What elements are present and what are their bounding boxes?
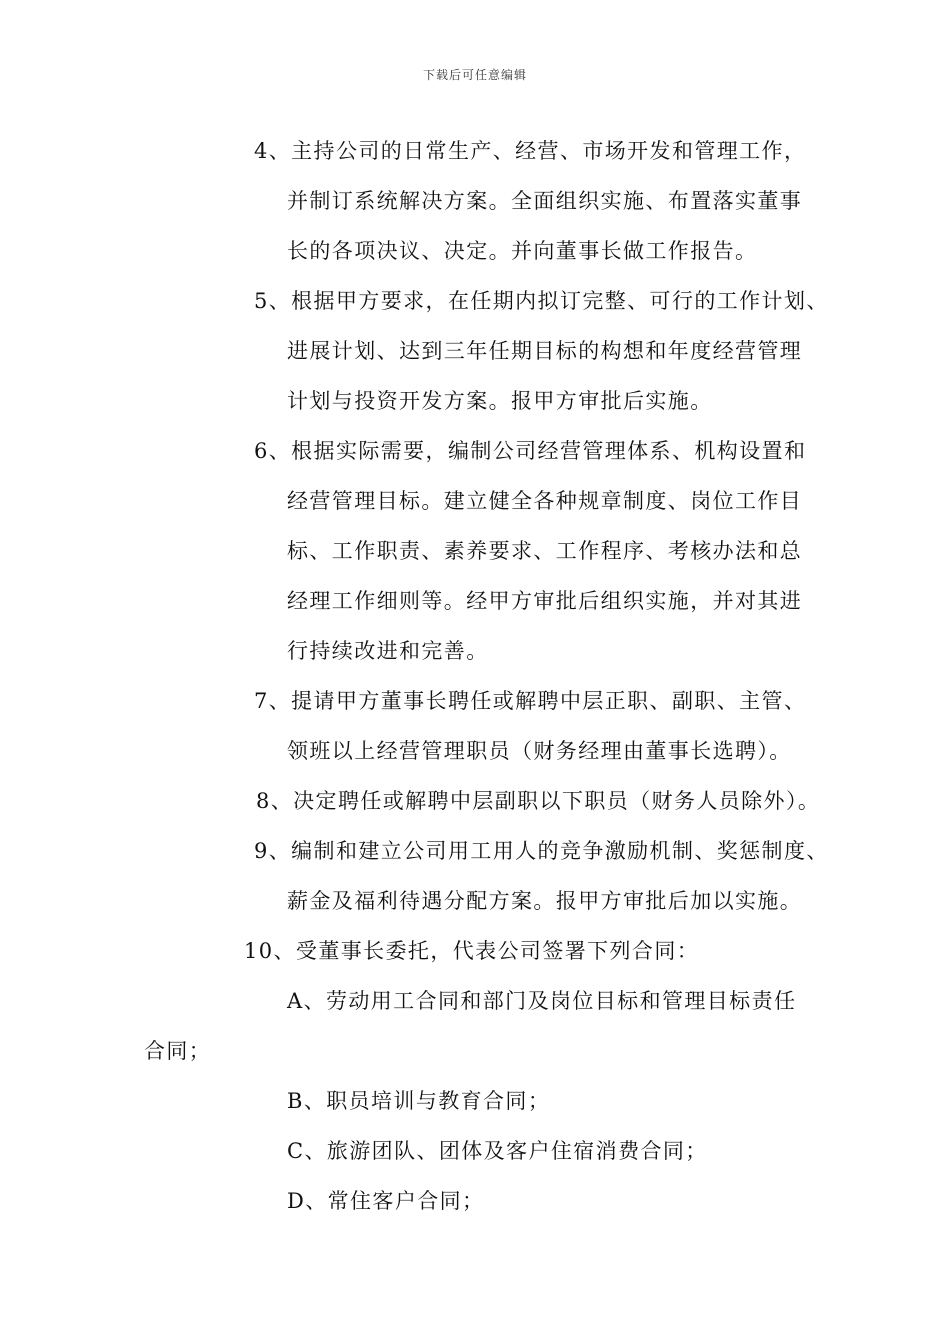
sub-item-d: D、常住客户合同； [287,1189,485,1213]
list-item-4-line-3: 长的各项决议、决定。并向董事长做工作报告。 [287,239,758,263]
list-item-5-line-3: 计划与投资开发方案。报甲方审批后实施。 [287,389,713,413]
list-item-6-line-3: 标、工作职责、素养要求、工作程序、考核办法和总 [287,539,803,563]
sub-item-c: C、旅游团队、团体及客户住宿消费合同； [287,1139,708,1163]
sub-item-a-line-1: A、劳动用工合同和部门及岗位目标和管理目标责任 [287,989,797,1013]
list-item-8-line-1: 8、决定聘任或解聘中层副职以下职员（财务人员除外）。 [256,789,821,813]
sub-item-b: B、职员培训与教育合同； [287,1089,551,1113]
list-item-7-line-1: 7、提请甲方董事长聘任或解聘中层正职、副职、主管、 [254,689,807,713]
list-item-4-line-1: 4、主持公司的日常生产、经营、市场开发和管理工作， [254,139,807,163]
list-item-7-line-2: 领班以上经营管理职员（财务经理由董事长选聘）。 [287,739,792,763]
page-header: 下载后可任意编辑 [422,68,527,82]
list-item-6-line-4: 经理工作细则等。经甲方审批后组织实施，并对其进 [287,589,803,613]
list-item-4-line-2: 并制订系统解决方案。全面组织实施、布置落实董事 [287,189,803,213]
list-item-9-line-1: 9、编制和建立公司用工用人的竞争激励机制、奖惩制度、 [254,839,829,863]
list-item-9-line-2: 薪金及福利待遇分配方案。报甲方审批后加以实施。 [287,889,803,913]
list-item-5-line-2: 进展计划、达到三年任期目标的构想和年度经营管理 [287,339,803,363]
list-item-6-line-1: 6、根据实际需要，编制公司经营管理体系、机构设置和 [254,439,807,463]
list-item-5-line-1: 5、根据甲方要求，在任期内拟订完整、可行的工作计划、 [254,289,829,313]
list-item-6-line-2: 经营管理目标。建立健全各种规章制度、岗位工作目 [287,489,803,513]
list-item-10-line-1: 10、受董事长委托，代表公司签署下列合同： [244,939,700,963]
list-item-6-line-5: 行持续改进和完善。 [287,639,489,663]
sub-item-a-line-2: 合同； [144,1039,212,1063]
